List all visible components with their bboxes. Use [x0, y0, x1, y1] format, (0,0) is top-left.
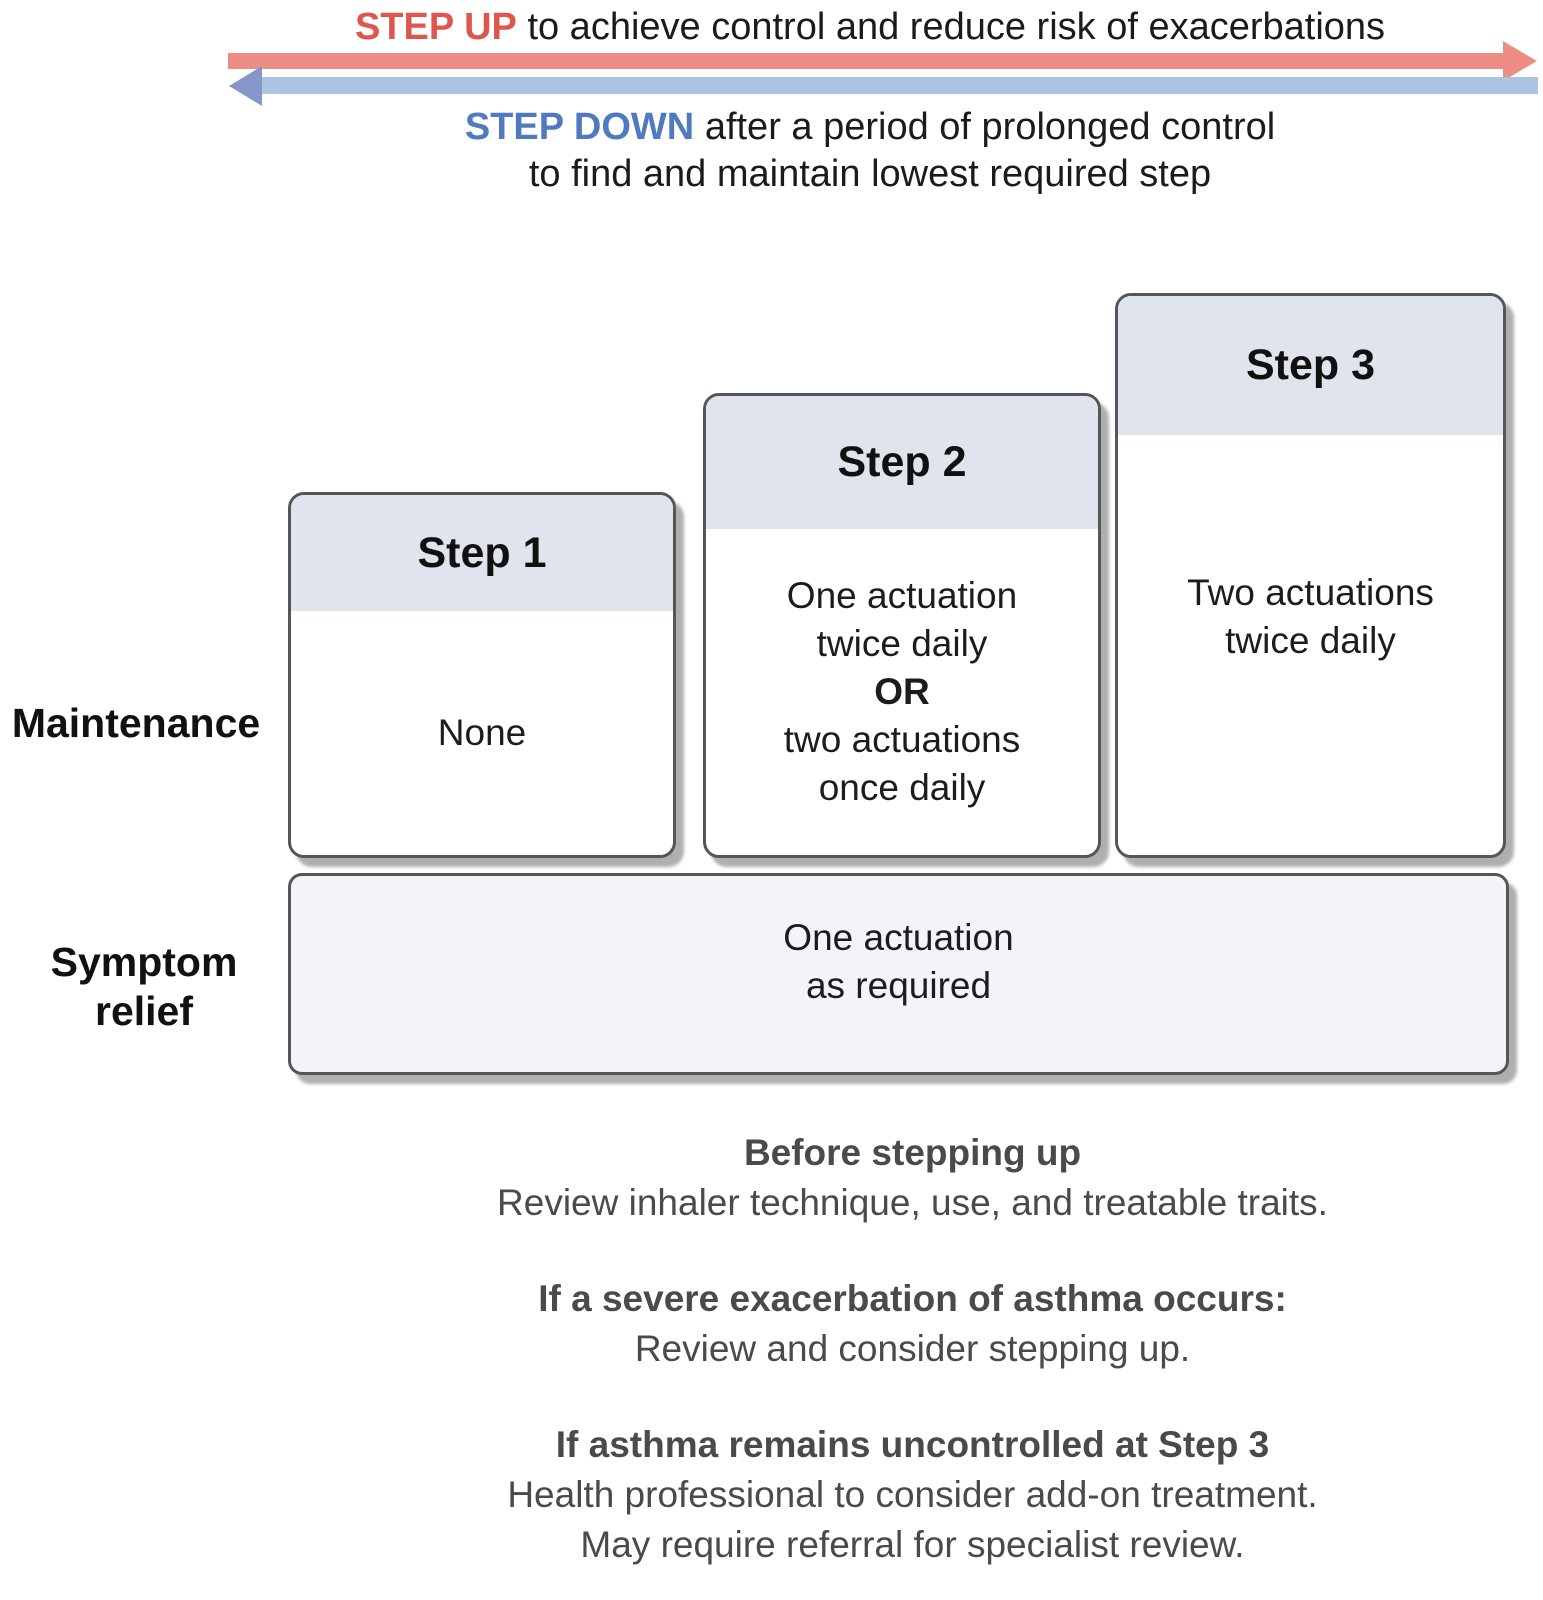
step-down-arrow-bar [262, 77, 1538, 94]
step1-body [291, 611, 673, 855]
step2-title: Step 2 [837, 438, 967, 486]
step-up-label: STEP UP [354, 6, 517, 48]
step-up-arrow-head [1503, 41, 1537, 81]
footnote-before-stepping-up [280, 1128, 1543, 1228]
footnote-severe-exacerbation [280, 1274, 1543, 1374]
step-down-line2: to find and maintain lowest required step [528, 153, 1212, 195]
step3-body [1118, 435, 1503, 855]
footnote-heading: If asthma remains uncontrolled at Step 3 [555, 1424, 1270, 1465]
step2-body-or: OR [874, 671, 930, 712]
footnote-uncontrolled-step3 [280, 1420, 1543, 1570]
step2-body-line: One actuation [786, 575, 1018, 616]
footnote-line: May require referral for specialist review. [580, 1524, 1245, 1565]
step3-body-line: Two actuations [1187, 572, 1434, 613]
step-down-label: STEP DOWN [464, 106, 695, 148]
step-down-line1 [230, 104, 1510, 151]
step1-box [288, 492, 676, 858]
maintenance-row-label: Maintenance [11, 700, 261, 746]
step-header [1118, 296, 1503, 435]
symptom-relief-label-line2: relief [95, 988, 193, 1034]
step-up-text: to achieve control and reduce risk of exacerbations [527, 6, 1386, 48]
step3-box [1115, 293, 1506, 858]
footnote-line: Review inhaler technique, use, and treatable traits. [497, 1182, 1328, 1223]
symptom-relief-label-line1: Symptom [50, 939, 238, 985]
step-header [706, 396, 1098, 529]
symptom-relief-band [288, 873, 1509, 1075]
step3-title: Step 3 [1245, 341, 1376, 389]
symptom-relief-row-label [0, 938, 288, 1036]
step-up-arrow-bar [228, 53, 1505, 69]
step3-body-line: twice daily [1225, 620, 1396, 661]
step2-body-line: twice daily [816, 623, 988, 664]
step1-body-line: None [437, 712, 527, 753]
footnote-heading: If a severe exacerbation of asthma occurs: [538, 1278, 1287, 1319]
step2-body [706, 529, 1098, 855]
footnote-line: Health professional to consider add-on treatment. [507, 1474, 1318, 1515]
step-header [291, 495, 673, 611]
step-up-line [230, 4, 1510, 50]
step2-box [703, 393, 1101, 858]
step2-body-line: two actuations [783, 719, 1021, 760]
footnote-heading: Before stepping up [743, 1132, 1082, 1173]
symptom-relief-line2: as required [805, 965, 992, 1006]
step-down-line [230, 104, 1510, 198]
step1-title: Step 1 [417, 528, 547, 577]
footnote-line: Review and consider stepping up. [634, 1328, 1191, 1369]
step-down-text: after a period of prolonged control [704, 106, 1276, 148]
footnotes [280, 1128, 1543, 1600]
symptom-relief-line1: One actuation [783, 917, 1014, 958]
step2-body-line: once daily [818, 767, 986, 808]
step-down-arrow-head [229, 66, 262, 106]
